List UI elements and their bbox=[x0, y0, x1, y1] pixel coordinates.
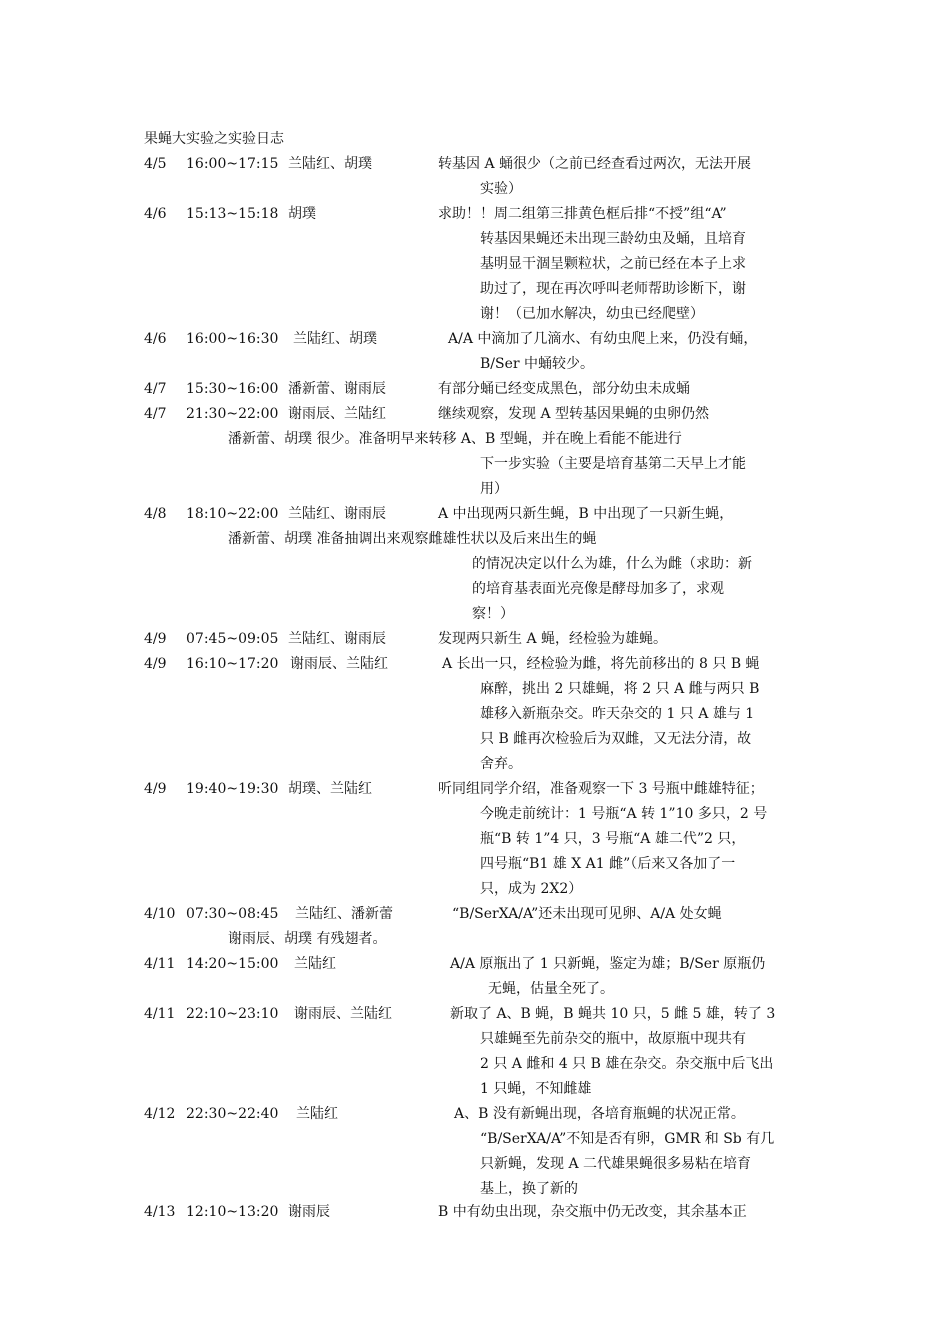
log-entry bbox=[144, 1002, 824, 1102]
entry-time: 14:20~15:00 bbox=[186, 956, 279, 972]
entry-second-line: 潘新蕾、胡璞 准备抽调出来观察雌雄性状以及后来出生的蝇 bbox=[228, 531, 597, 547]
entry-continuation: 只 B 雌再次检验后为双雌，又无法分清，故 bbox=[480, 731, 752, 747]
entry-date: 4/7 bbox=[144, 406, 167, 422]
entry-continuation: 助过了，现在再次呼叫老师帮助诊断下，谢 bbox=[480, 281, 746, 297]
log-entry bbox=[144, 327, 824, 377]
entry-continuation: 无蝇，估量全死了。 bbox=[488, 981, 614, 997]
entry-people: 兰陆红、潘新蕾 bbox=[295, 906, 393, 922]
entry-continuation: B/Ser 中蛹较少。 bbox=[480, 356, 595, 372]
entry-date: 4/7 bbox=[144, 381, 167, 397]
entry-description: B 中有幼虫出现，杂交瓶中仍无改变，其余基本正 bbox=[438, 1204, 747, 1220]
entry-time: 16:00~17:15 bbox=[186, 156, 279, 172]
entry-time: 15:13~15:18 bbox=[186, 206, 279, 222]
entry-description: 有部分蛹已经变成黑色，部分幼虫未成蛹 bbox=[438, 381, 690, 397]
entry-second-line: 潘新蕾、胡璞 很少。准备明早来转移 A、B 型蝇，并在晚上看能不能进行 bbox=[228, 431, 682, 447]
entry-time: 18:10~22:00 bbox=[186, 506, 279, 522]
entry-continuation: 的情况决定以什么为雄，什么为雌（求助：新 bbox=[472, 556, 752, 572]
entry-continuation: 麻醉，挑出 2 只雄蝇，将 2 只 A 雌与两只 B bbox=[480, 681, 760, 697]
entry-description: 继续观察，发现 A 型转基因果蝇的虫卵仍然 bbox=[438, 406, 710, 422]
entry-second-line: 谢雨辰、胡璞 有残翅者。 bbox=[228, 931, 387, 947]
entry-time: 15:30~16:00 bbox=[186, 381, 279, 397]
entry-people: 兰陆红、胡璞 bbox=[293, 331, 377, 347]
entry-people: 胡璞、兰陆红 bbox=[288, 781, 372, 797]
log-entry bbox=[144, 1200, 824, 1225]
entry-date: 4/9 bbox=[144, 656, 167, 672]
entry-date: 4/8 bbox=[144, 506, 167, 522]
entry-people: 谢雨辰、兰陆红 bbox=[294, 1006, 392, 1022]
entry-time: 07:30~08:45 bbox=[186, 906, 279, 922]
log-entry bbox=[144, 152, 824, 202]
entry-date: 4/5 bbox=[144, 156, 167, 172]
log-entry bbox=[144, 952, 824, 1002]
entry-continuation: 谢！（已加水解决，幼虫已经爬壁） bbox=[480, 306, 704, 322]
entry-continuation: 下一步实验（主要是培育基第二天早上才能 bbox=[480, 456, 746, 472]
entry-continuation: “B/SerXA/A”不知是否有卵，GMR 和 Sb 有几 bbox=[480, 1131, 775, 1147]
entry-time: 07:45~09:05 bbox=[186, 631, 279, 647]
entry-continuation: 实验） bbox=[480, 181, 522, 197]
entry-date: 4/11 bbox=[144, 1006, 176, 1022]
entry-continuation: 基明显干涸呈颗粒状，之前已经在本子上求 bbox=[480, 256, 746, 272]
entry-time: 21:30~22:00 bbox=[186, 406, 279, 422]
entry-continuation: 四号瓶“B1 雄 X A1 雌”（后来又各加了一 bbox=[480, 856, 736, 872]
entry-description: 听同组同学介绍，准备观察一下 3 号瓶中雌雄特征； bbox=[438, 781, 764, 797]
entry-description: A 中出现两只新生蝇，B 中出现了一只新生蝇， bbox=[438, 506, 734, 522]
entry-people: 兰陆红、谢雨辰 bbox=[288, 506, 386, 522]
log-entry bbox=[144, 652, 824, 777]
entry-time: 16:00~16:30 bbox=[186, 331, 279, 347]
log-entry bbox=[144, 377, 824, 402]
entry-people: 胡璞 bbox=[288, 206, 316, 222]
entry-people: 潘新蕾、谢雨辰 bbox=[288, 381, 386, 397]
entry-continuation: 1 只蝇，不知雌雄 bbox=[480, 1081, 592, 1097]
entry-date: 4/9 bbox=[144, 631, 167, 647]
entry-continuation: 今晚走前统计：1 号瓶“A 转 1”10 多只，2 号 bbox=[480, 806, 768, 822]
entry-time: 22:30~22:40 bbox=[186, 1106, 279, 1122]
entry-people: 谢雨辰、兰陆红 bbox=[290, 656, 388, 672]
entry-people: 兰陆红、胡璞 bbox=[288, 156, 372, 172]
entry-description: A/A 原瓶出了 1 只新蝇，鉴定为雄；B/Ser 原瓶仍 bbox=[450, 956, 766, 972]
log-entry bbox=[144, 1102, 824, 1202]
entry-continuation: 转基因果蝇还未出现三龄幼虫及蛹，且培育 bbox=[480, 231, 746, 247]
entry-people: 兰陆红 bbox=[296, 1106, 338, 1122]
entry-date: 4/13 bbox=[144, 1204, 176, 1220]
entry-description: 转基因 A 蛹很少（之前已经查看过两次，无法开展 bbox=[438, 156, 752, 172]
entry-description: A/A 中滴加了几滴水、有幼虫爬上来，仍没有蛹， bbox=[448, 331, 758, 347]
entry-date: 4/9 bbox=[144, 781, 167, 797]
entry-continuation: 舍弃。 bbox=[480, 756, 522, 772]
entry-description: 求助！！周二组第三排黄色框后排“不授”组“A” bbox=[438, 206, 727, 222]
entry-people: 兰陆红 bbox=[294, 956, 336, 972]
document-title: 果蝇大实验之实验日志 bbox=[144, 131, 284, 147]
entry-date: 4/11 bbox=[144, 956, 176, 972]
entry-continuation: 瓶“B 转 1”4 只，3 号瓶“A 雄二代”2 只， bbox=[480, 831, 746, 847]
log-entry bbox=[144, 502, 824, 627]
entry-description: 发现两只新生 A 蝇，经检验为雄蝇。 bbox=[438, 631, 668, 647]
entry-date: 4/6 bbox=[144, 331, 167, 347]
entry-continuation: 雄移入新瓶杂交。昨天杂交的 1 只 A 雄与 1 bbox=[480, 706, 755, 722]
entry-people: 谢雨辰、兰陆红 bbox=[288, 406, 386, 422]
entry-continuation: 基上，换了新的 bbox=[480, 1181, 578, 1197]
entry-description: A 长出一只，经检验为雌，将先前移出的 8 只 B 蝇 bbox=[442, 656, 760, 672]
entry-continuation: 用） bbox=[480, 481, 508, 497]
entry-date: 4/12 bbox=[144, 1106, 176, 1122]
log-entry bbox=[144, 202, 824, 327]
entry-continuation: 的培育基表面光亮像是酵母加多了，求观 bbox=[472, 581, 724, 597]
entry-date: 4/6 bbox=[144, 206, 167, 222]
entry-people: 兰陆红、谢雨辰 bbox=[288, 631, 386, 647]
entry-continuation: 只雄蝇至先前杂交的瓶中，故原瓶中现共有 bbox=[480, 1031, 746, 1047]
entry-date: 4/10 bbox=[144, 906, 176, 922]
entry-continuation: 只，成为 2X2） bbox=[480, 881, 583, 897]
entry-continuation: 2 只 A 雌和 4 只 B 雄在杂交。杂交瓶中后飞出 bbox=[480, 1056, 774, 1072]
entry-time: 22:10~23:10 bbox=[186, 1006, 279, 1022]
entry-description: “B/SerXA/A”还未出现可见卵、A/A 处女蝇 bbox=[452, 906, 722, 922]
entry-description: A、B 没有新蝇出现，各培育瓶蝇的状况正常。 bbox=[454, 1106, 745, 1122]
log-entry bbox=[144, 402, 824, 502]
entry-continuation: 只新蝇，发现 A 二代雄果蝇很多易粘在培育 bbox=[480, 1156, 752, 1172]
entry-time: 16:10~17:20 bbox=[186, 656, 279, 672]
entry-people: 谢雨辰 bbox=[288, 1204, 330, 1220]
entry-description: 新取了 A、B 蝇，B 蝇共 10 只，5 雌 5 雄，转了 3 bbox=[450, 1006, 776, 1022]
entry-time: 12:10~13:20 bbox=[186, 1204, 279, 1220]
entry-continuation: 察！） bbox=[472, 606, 514, 622]
log-entry bbox=[144, 627, 824, 652]
log-entry bbox=[144, 777, 824, 902]
log-entry bbox=[144, 902, 824, 952]
entry-time: 19:40~19:30 bbox=[186, 781, 279, 797]
